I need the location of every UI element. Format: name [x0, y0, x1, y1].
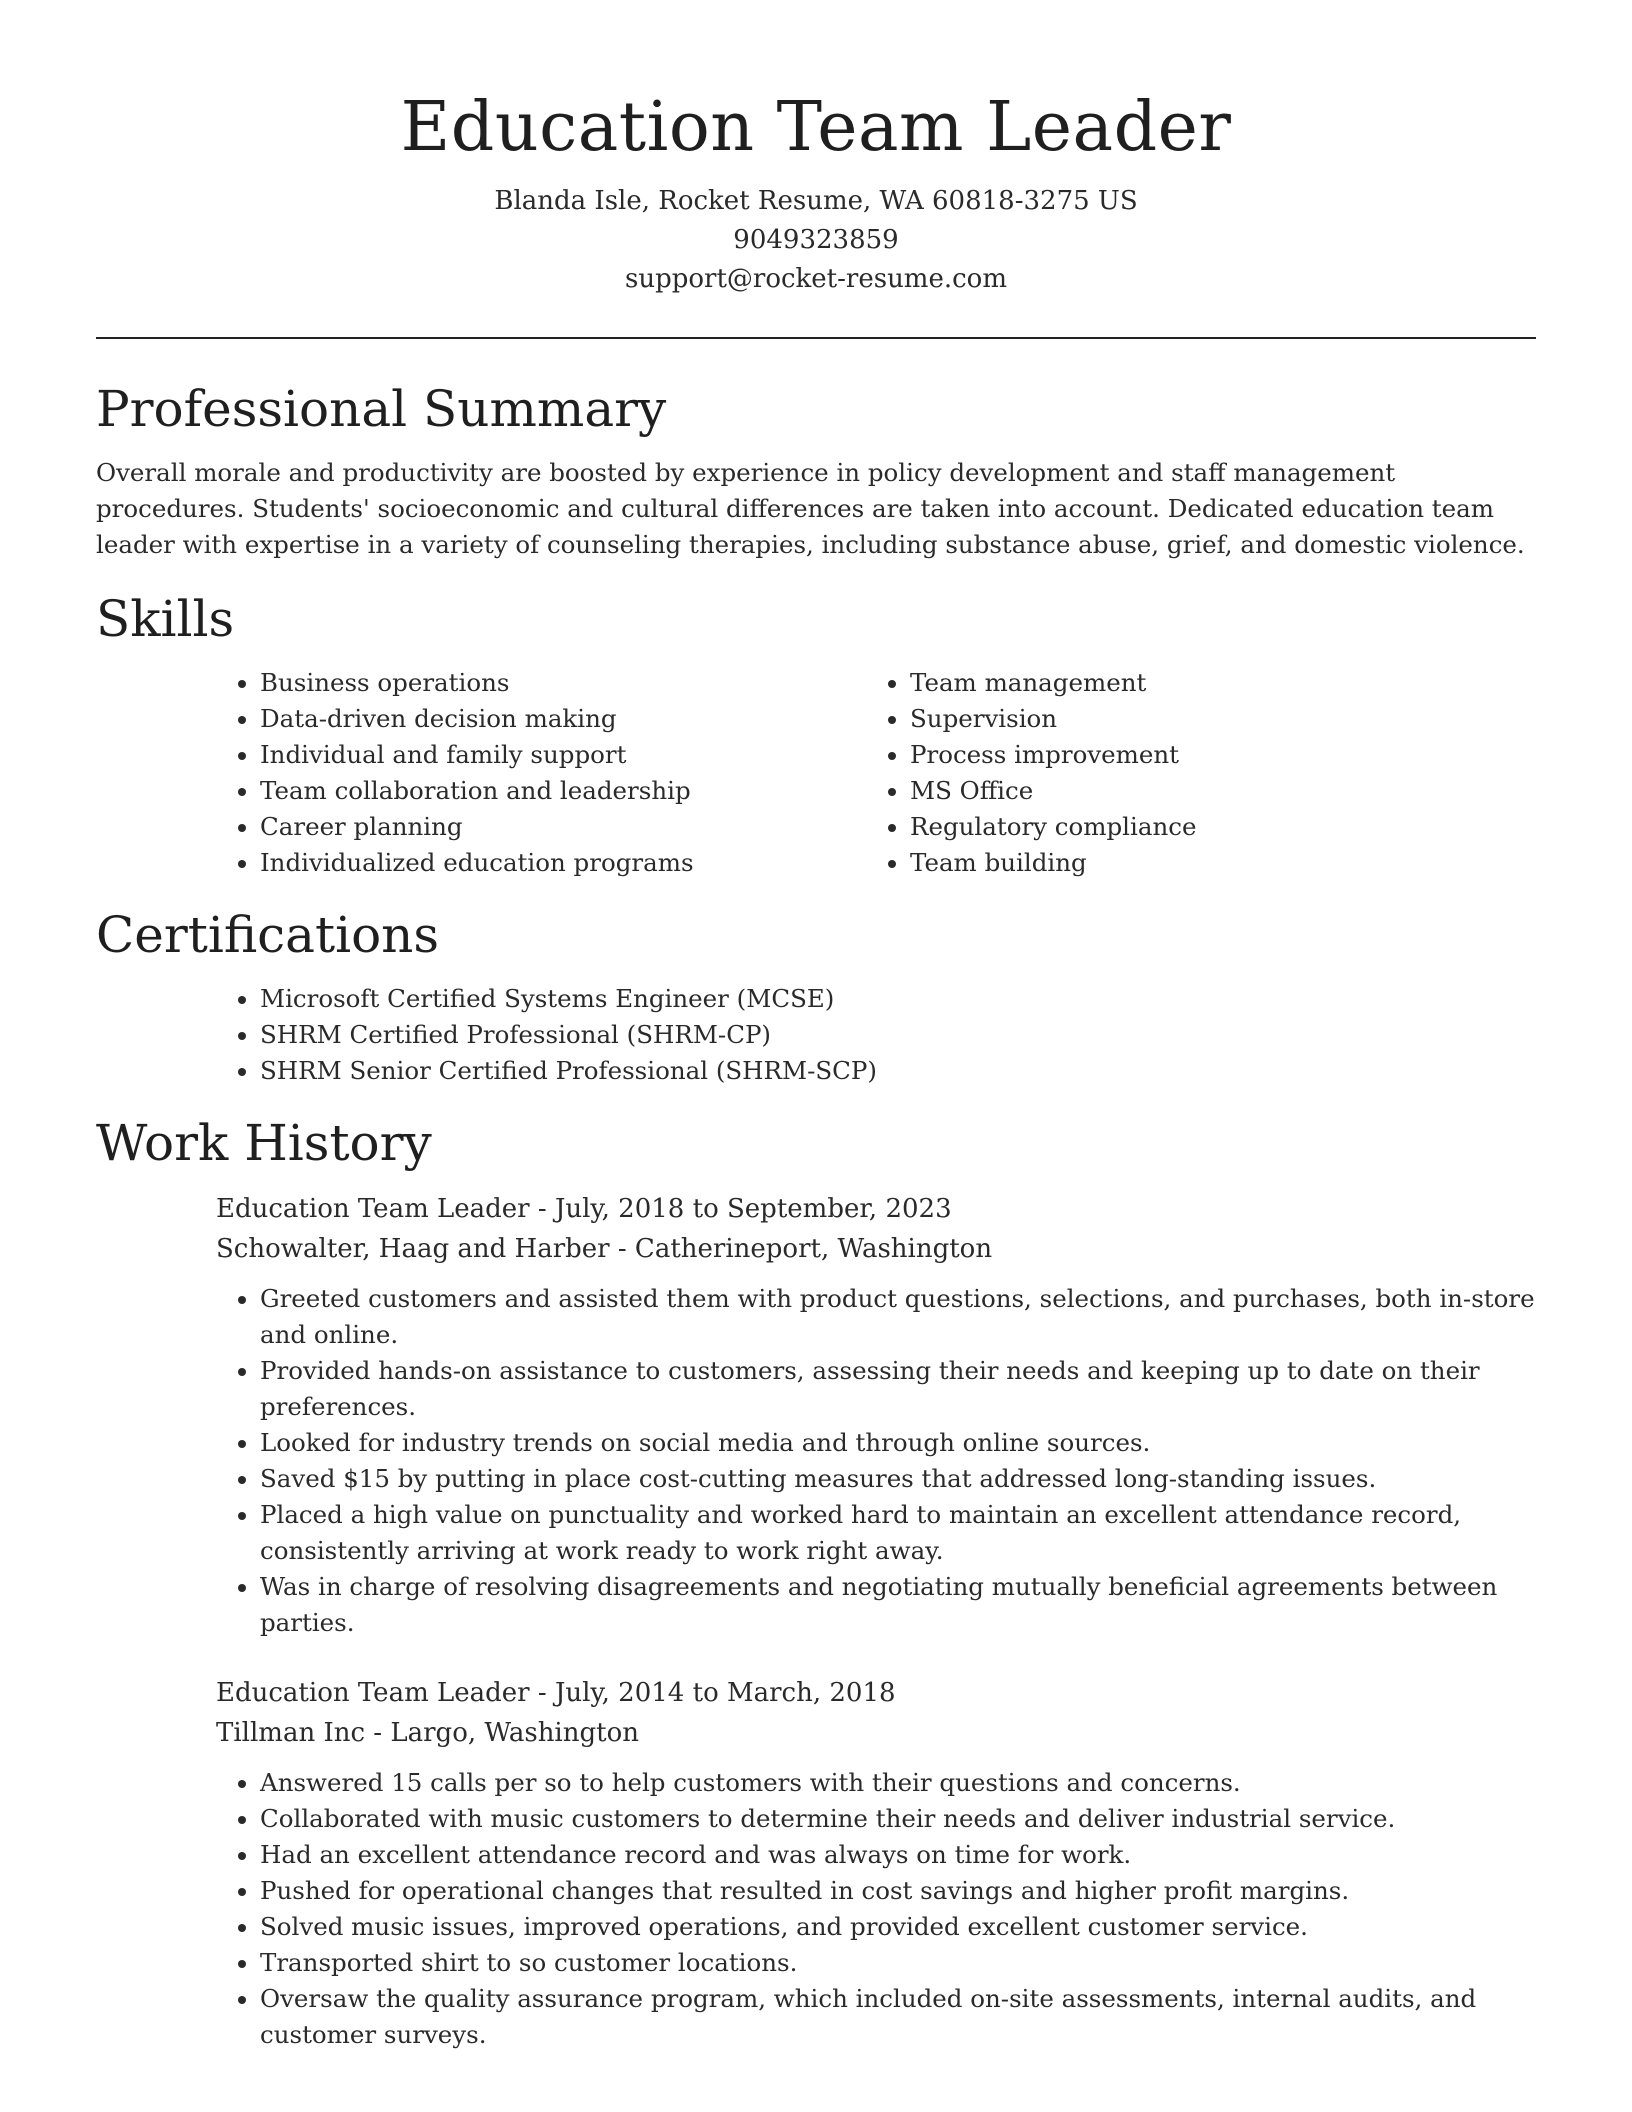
list-item: • Regulatory compliance: [910, 809, 1516, 845]
resume-header: [96, 0, 1536, 299]
work-history-section: [96, 1111, 1536, 2053]
skills-column-right: [866, 665, 1516, 881]
summary-text: Overall morale and productivity are boosted by experience in policy development and staff management procedures. Students' socioeconomic and cultural differences are taken into account. Dedicated education team leader with expertise in a variety of counseling therapies, including substance abuse, grief, and domestic violence.: [96, 458, 1525, 559]
job-dates: July, 2014 to March, 2018: [554, 1678, 896, 1708]
job-location: Largo, Washington: [390, 1718, 639, 1748]
list-item: • Team collaboration and leadership: [260, 773, 866, 809]
list-item: • Process improvement: [910, 737, 1516, 773]
summary-section: [96, 377, 1536, 563]
skills-section: [96, 587, 1536, 881]
list-item: • MS Office: [910, 773, 1516, 809]
list-item: • Placed a high value on punctuality and worked hard to maintain an excellent attendance record, consistently arriving at work ready to work right away.: [260, 1497, 1536, 1569]
summary-title: Professional Summary: [96, 380, 667, 438]
list-item: • Provided hands-on assistance to customers, assessing their needs and keeping up to date on their preferences.: [260, 1353, 1536, 1425]
certifications-list: [216, 981, 1536, 1089]
contact-address: Blanda Isle, Rocket Resume, WA 60818-3275 US: [494, 186, 1138, 216]
list-item: • SHRM Senior Certified Professional (SHRM-SCP): [260, 1053, 1536, 1089]
certifications-title: Certifications: [96, 906, 440, 964]
work-history-title: Work History: [96, 1114, 432, 1172]
list-item: • Collaborated with music customers to determine their needs and deliver industrial service.: [260, 1801, 1536, 1837]
list-item: • Team management: [910, 665, 1516, 701]
skills-title: Skills: [96, 590, 235, 648]
contact-email: support@rocket-resume.com: [624, 264, 1007, 294]
list-item: • Career planning: [260, 809, 866, 845]
job-dates: July, 2018 to September, 2023: [554, 1194, 952, 1224]
job-title-line: Education Team Leader - July, 2014 to March, 2018: [216, 1678, 896, 1708]
list-item: • Looked for industry trends on social media and through online sources.: [260, 1425, 1536, 1461]
job-entry: [216, 1673, 1536, 2053]
contact-phone: 9049323859: [733, 225, 899, 255]
list-item: • Individual and family support: [260, 737, 866, 773]
list-item: • Was in charge of resolving disagreements and negotiating mutually beneficial agreements between parties.: [260, 1569, 1536, 1641]
skills-column-left: [216, 665, 866, 881]
skills-list-left: [216, 665, 866, 881]
contact-info: [96, 182, 1536, 299]
list-item: • Business operations: [260, 665, 866, 701]
job-title: Education Team Leader: [216, 1678, 530, 1708]
list-item: • Greeted customers and assisted them with product questions, selections, and purchases, both in-store and online.: [260, 1281, 1536, 1353]
job-company-line: Schowalter, Haag and Harber - Catherineport, Washington: [216, 1234, 993, 1264]
list-item: • Solved music issues, improved operations, and provided excellent customer service.: [260, 1909, 1536, 1945]
skills-columns: [216, 665, 1536, 881]
skills-list-right: [866, 665, 1516, 881]
job-title: Education Team Leader: [216, 1194, 530, 1224]
list-item: • Supervision: [910, 701, 1516, 737]
job-title-line: Education Team Leader - July, 2018 to September, 2023: [216, 1194, 952, 1224]
list-item: • Individualized education programs: [260, 845, 866, 881]
list-item: • Data-driven decision making: [260, 701, 866, 737]
job-location: Catherineport, Washington: [634, 1234, 993, 1264]
job-bullets: [216, 1765, 1536, 2053]
list-item: • Oversaw the quality assurance program, which included on-site assessments, internal audits, and customer surveys.: [260, 1981, 1536, 2053]
resume-page: [96, 0, 1536, 2053]
job-company-line: Tillman Inc - Largo, Washington: [216, 1718, 639, 1748]
certifications-section: [96, 903, 1536, 1089]
list-item: • Microsoft Certified Systems Engineer (MCSE): [260, 981, 1536, 1017]
candidate-name: Education Team Leader: [400, 88, 1232, 167]
list-item: • Saved $15 by putting in place cost-cutting measures that addressed long-standing issues.: [260, 1461, 1536, 1497]
job-entry: [216, 1189, 1536, 1641]
list-item: • Team building: [910, 845, 1516, 881]
list-item: • SHRM Certified Professional (SHRM-CP): [260, 1017, 1536, 1053]
list-item: • Answered 15 calls per so to help customers with their questions and concerns.: [260, 1765, 1536, 1801]
job-company: Tillman Inc: [216, 1718, 366, 1748]
header-divider: [96, 337, 1536, 339]
list-item: • Pushed for operational changes that resulted in cost savings and higher profit margins.: [260, 1873, 1536, 1909]
list-item: • Transported shirt to so customer locations.: [260, 1945, 1536, 1981]
job-bullets: [216, 1281, 1536, 1641]
certifications-body: [216, 981, 1536, 1089]
list-item: • Had an excellent attendance record and was always on time for work.: [260, 1837, 1536, 1873]
job-company: Schowalter, Haag and Harber: [216, 1234, 610, 1264]
